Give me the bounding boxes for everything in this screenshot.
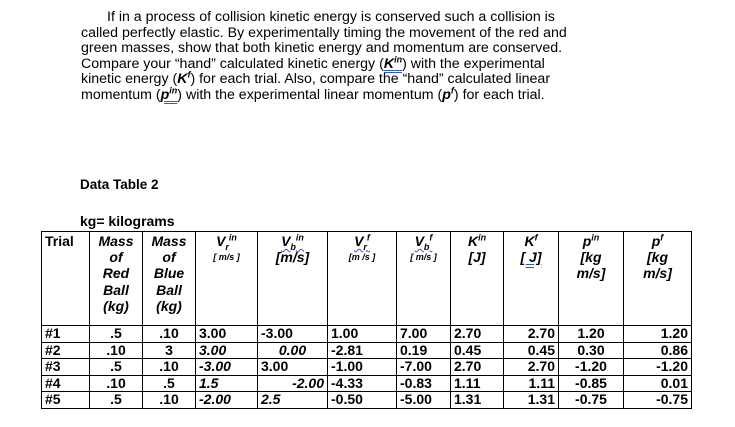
p-in-symbol: $p^{in}$	[160, 85, 178, 103]
para-line-5: kinetic energy $(K^f)$ for each trial. Also, compare the “hand” calculated linear	[81, 69, 551, 88]
para-line-6: momentum $(p^{in})$ with the experimental linear momentum $(p^f)$ for each trial.	[81, 85, 545, 103]
header-p-f: $p^f$ [kg m/s]	[624, 232, 692, 326]
cell-vr-f: -0.50	[328, 392, 397, 409]
para-line-1: If in a process of collision kinetic energy is conserved such a collision is	[107, 9, 555, 25]
header-vr-f: $V_r^f$ [m /s ]	[328, 232, 397, 326]
para-line-2: called perfectly elastic. By experimentally timing the movement of the red and	[81, 24, 567, 41]
header-vr-in: $V_r^{in}$ [ m/s ]	[196, 232, 258, 326]
instructions-paragraph	[81, 10, 701, 104]
cell-p-f: 1.20	[624, 326, 692, 343]
header-trial: Trial	[42, 232, 90, 326]
header-vb-f: $V_b^f$ [ m/s ]	[397, 232, 451, 326]
cell-p-in: -0.75	[559, 392, 624, 409]
cell-trial: #5	[42, 392, 90, 409]
data-table-title: Data Table 2	[80, 177, 159, 192]
cell-k-in: 2.70	[451, 359, 504, 376]
cell-k-f: 0.45	[504, 342, 559, 359]
cell-mass-blue: 3	[143, 342, 196, 359]
cell-p-in: -1.20	[559, 359, 624, 376]
cell-mass-red: .5	[90, 326, 143, 343]
cell-vr-in: -2.00	[196, 392, 258, 409]
cell-k-in: 1.31	[451, 392, 504, 409]
cell-vr-in: 3.00	[196, 342, 258, 359]
cell-vb-f: -5.00	[397, 392, 451, 409]
cell-vb-in: -3.00	[258, 326, 328, 343]
cell-k-f: 2.70	[504, 359, 559, 376]
cell-vb-in: 2.5	[258, 392, 328, 409]
cell-vr-f: -1.00	[328, 359, 397, 376]
cell-trial: #3	[42, 359, 90, 376]
header-mass-red: Mass of Red Ball (kg)	[90, 232, 143, 326]
cell-p-in: -0.85	[559, 375, 624, 392]
cell-vr-in: 1.5	[196, 375, 258, 392]
cell-p-f: 0.86	[624, 342, 692, 359]
header-mass-blue: Mass of Blue Ball (kg)	[143, 232, 196, 326]
cell-p-in: 1.20	[559, 326, 624, 343]
k-f-symbol: $K^f$	[177, 69, 191, 88]
cell-vr-f: 1.00	[328, 326, 397, 343]
cell-vr-in: -3.00	[196, 359, 258, 376]
cell-trial: #2	[42, 342, 90, 359]
cell-mass-blue: .10	[143, 392, 196, 409]
table-row	[42, 359, 692, 376]
para-line-4: Compare your “hand” calculated kinetic energy $(K^{in})$ with the experimental	[81, 54, 545, 72]
cell-mass-blue: .10	[143, 359, 196, 376]
cell-vr-f: -2.81	[328, 342, 397, 359]
cell-p-in: 0.30	[559, 342, 624, 359]
cell-trial: #4	[42, 375, 90, 392]
table-header-row	[42, 232, 692, 326]
k-in-symbol: $K^{in}$	[383, 54, 403, 72]
cell-mass-red: .10	[90, 375, 143, 392]
table-row	[42, 375, 692, 392]
cell-mass-blue: .10	[143, 326, 196, 343]
cell-vr-in: 3.00	[196, 326, 258, 343]
cell-mass-red: .5	[90, 359, 143, 376]
units-note: kg= kilograms	[80, 213, 175, 229]
header-vb-in: $V_b^{in}$ [m/s]	[258, 232, 328, 326]
cell-mass-blue: .5	[143, 375, 196, 392]
cell-mass-red: .10	[90, 342, 143, 359]
cell-vb-f: -0.83	[397, 375, 451, 392]
cell-vb-in: 3.00	[258, 359, 328, 376]
cell-k-in: 2.70	[451, 326, 504, 343]
para-line-3: green masses, show that both kinetic energy and momentum are conserved.	[81, 40, 563, 57]
cell-k-f: 2.70	[504, 326, 559, 343]
cell-k-f: 1.11	[504, 375, 559, 392]
cell-vr-f: -4.33	[328, 375, 397, 392]
cell-vb-f: 7.00	[397, 326, 451, 343]
cell-mass-red: .5	[90, 392, 143, 409]
cell-p-f: -1.20	[624, 359, 692, 376]
header-k-f: $K^f$ [ J]	[504, 232, 559, 326]
cell-k-f: 1.31	[504, 392, 559, 409]
cell-p-f: -0.75	[624, 392, 692, 409]
cell-vb-in: -2.00	[258, 375, 328, 392]
table-row	[42, 342, 692, 359]
cell-p-f: 0.01	[624, 375, 692, 392]
p-f-symbol: $p^f$	[442, 85, 454, 103]
cell-trial: #1	[42, 326, 90, 343]
cell-vb-f: 0.19	[397, 342, 451, 359]
cell-k-in: 1.11	[451, 375, 504, 392]
table-row	[42, 392, 692, 409]
header-k-in: $K^{in}$ [J]	[451, 232, 504, 326]
cell-k-in: 0.45	[451, 342, 504, 359]
cell-vb-f: -7.00	[397, 359, 451, 376]
cell-vb-in: 0.00	[258, 342, 328, 359]
header-p-in: $p^{in}$ [kg m/s]	[559, 232, 624, 326]
table-row	[42, 326, 692, 343]
data-table	[41, 231, 692, 409]
